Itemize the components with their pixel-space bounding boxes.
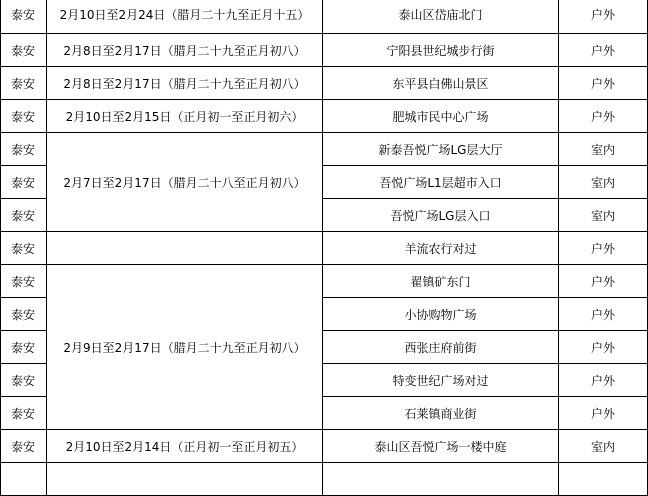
venue-type-cell: 户外 — [559, 298, 648, 331]
location-cell: 特变世纪广场对过 — [323, 364, 559, 397]
table-row — [1, 265, 648, 298]
venue-type-cell: 户外 — [559, 397, 648, 430]
table-row — [1, 0, 648, 34]
venue-type-cell: 户外 — [559, 331, 648, 364]
city-cell: 泰安 — [1, 397, 47, 430]
city-cell: 泰安 — [1, 199, 47, 232]
venue-type-cell: 室内 — [559, 199, 648, 232]
city-cell: 泰安 — [1, 430, 47, 463]
city-cell: 泰安 — [1, 265, 47, 298]
venue-type-cell: 户外 — [559, 67, 648, 100]
date-range-cell: 2月8日至2月17日（腊月二十九至正月初八） — [47, 67, 323, 100]
city-cell: 泰安 — [1, 34, 47, 67]
date-range-cell: 2月8日至2月17日（腊月二十九至正月初八） — [47, 34, 323, 67]
date-range-cell: 2月10日至2月14日（正月初一至正月初五） — [47, 430, 323, 463]
venue-type-cell: 户外 — [559, 364, 648, 397]
city-cell: 泰安 — [1, 67, 47, 100]
venue-type-cell: 户外 — [559, 0, 648, 34]
date-range-cell: 2月9日至2月17日（腊月二十九至正月初八） — [47, 265, 323, 430]
location-cell: 翟镇矿东门 — [323, 265, 559, 298]
city-cell: 泰安 — [1, 232, 47, 265]
table-row — [1, 430, 648, 463]
venue-type-cell: 户外 — [559, 100, 648, 133]
city-cell: 泰安 — [1, 298, 47, 331]
table-row — [1, 34, 648, 67]
city-cell — [1, 463, 47, 496]
venue-type-cell: 室内 — [559, 133, 648, 166]
venue-type-cell: 室内 — [559, 166, 648, 199]
city-cell: 泰安 — [1, 133, 47, 166]
location-cell: 小协购物广场 — [323, 298, 559, 331]
venue-type-cell: 室内 — [559, 430, 648, 463]
location-cell: 新泰吾悦广场LG层大厅 — [323, 133, 559, 166]
city-cell: 泰安 — [1, 0, 47, 34]
city-cell: 泰安 — [1, 100, 47, 133]
venue-type-cell: 户外 — [559, 34, 648, 67]
table-row — [1, 100, 648, 133]
date-range-cell: 2月10日至2月15日（正月初一至正月初六） — [47, 100, 323, 133]
location-cell: 泰山区吾悦广场一楼中庭 — [323, 430, 559, 463]
city-cell: 泰安 — [1, 166, 47, 199]
table-row — [1, 67, 648, 100]
table-row — [1, 463, 648, 496]
date-range-cell: 2月7日至2月17日（腊月二十八至正月初八） — [47, 133, 323, 232]
date-range-cell — [47, 463, 323, 496]
location-cell: 吾悦广场LG层入口 — [323, 199, 559, 232]
location-cell: 羊流农行对过 — [323, 232, 559, 265]
location-cell: 泰山区岱庙北门 — [323, 0, 559, 34]
table-row — [1, 133, 648, 166]
venue-type-cell: 户外 — [559, 232, 648, 265]
city-cell: 泰安 — [1, 364, 47, 397]
date-range-cell: 2月10日至2月24日（腊月二十九至正月十五） — [47, 0, 323, 34]
city-cell: 泰安 — [1, 331, 47, 364]
location-cell: 石莱镇商业街 — [323, 397, 559, 430]
table-row — [1, 232, 648, 265]
location-cell: 东平县白佛山景区 — [323, 67, 559, 100]
location-cell: 宁阳县世纪城步行街 — [323, 34, 559, 67]
date-range-cell — [47, 232, 323, 265]
location-cell: 西张庄府前街 — [323, 331, 559, 364]
location-cell: 肥城市民中心广场 — [323, 100, 559, 133]
location-cell — [323, 463, 559, 496]
venue-type-cell — [559, 463, 648, 496]
location-cell: 吾悦广场L1层超市入口 — [323, 166, 559, 199]
venue-type-cell: 户外 — [559, 265, 648, 298]
